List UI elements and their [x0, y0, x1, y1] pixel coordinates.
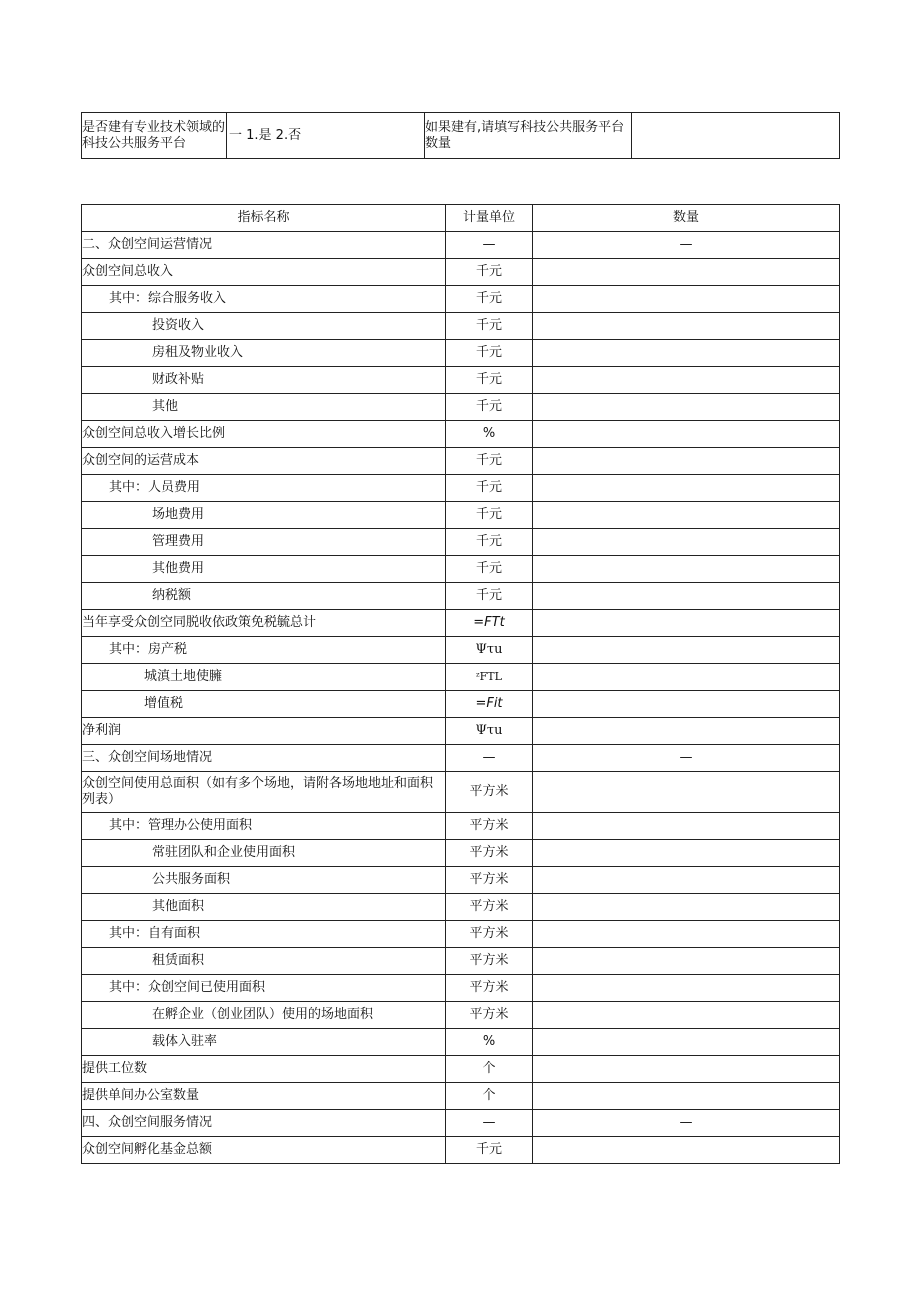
row-unit: Ψτu — [446, 718, 533, 745]
row-value: — — [533, 745, 840, 772]
row-name: 纳税额 — [82, 583, 446, 610]
row-value-input[interactable] — [533, 813, 840, 840]
row-name: 提供工位数 — [82, 1056, 446, 1083]
row-unit: Ψτu — [446, 637, 533, 664]
row-unit: 千元 — [446, 286, 533, 313]
row-value-input[interactable] — [533, 637, 840, 664]
row-unit: 个 — [446, 1083, 533, 1110]
section-row — [82, 232, 840, 259]
row-value-input[interactable] — [533, 367, 840, 394]
row-value-input[interactable] — [533, 1029, 840, 1056]
row-value-input[interactable] — [533, 921, 840, 948]
table-header-row — [82, 205, 840, 232]
row-value-input[interactable] — [533, 394, 840, 421]
row-unit: =FTt — [446, 610, 533, 637]
table-row — [82, 1056, 840, 1083]
row-unit: 千元 — [446, 502, 533, 529]
row-unit: 个 — [446, 1056, 533, 1083]
row-value-input[interactable] — [533, 664, 840, 691]
row-name: 三、众创空间场地情况 — [82, 745, 446, 772]
section-row — [82, 1110, 840, 1137]
row-unit: 平方米 — [446, 772, 533, 813]
row-unit: 千元 — [446, 583, 533, 610]
row-unit: ᶻFTL — [446, 664, 533, 691]
row-value-input[interactable] — [533, 529, 840, 556]
row-name: 其中：众创空间已使用面积 — [82, 975, 446, 1002]
row-value-input[interactable] — [533, 975, 840, 1002]
table-row — [82, 840, 840, 867]
row-unit: 千元 — [446, 556, 533, 583]
row-name: 其中：自有面积 — [82, 921, 446, 948]
row-name: 增值税 — [82, 691, 446, 718]
row-value-input[interactable] — [533, 867, 840, 894]
row-unit: 平方米 — [446, 867, 533, 894]
table-row — [82, 1002, 840, 1029]
row-value-input[interactable] — [533, 1083, 840, 1110]
row-unit: 千元 — [446, 340, 533, 367]
table-row — [82, 1137, 840, 1164]
row-name: 众创空间的运营成本 — [82, 448, 446, 475]
table-row — [82, 529, 840, 556]
row-value-input[interactable] — [533, 948, 840, 975]
row-value-input[interactable] — [533, 840, 840, 867]
table-row — [82, 664, 840, 691]
row-name: 载体入驻率 — [82, 1029, 446, 1056]
row-name: 房租及物业收入 — [82, 340, 446, 367]
row-value-input[interactable] — [533, 772, 840, 813]
row-unit: 平方米 — [446, 840, 533, 867]
table-row — [82, 975, 840, 1002]
row-unit: % — [446, 421, 533, 448]
row-value-input[interactable] — [533, 691, 840, 718]
row-value-input[interactable] — [533, 286, 840, 313]
header-indicator-name: 指标名称 — [82, 205, 446, 232]
row-value-input[interactable] — [533, 1137, 840, 1164]
row-name: 众创空间孵化基金总额 — [82, 1137, 446, 1164]
row-name: 场地费用 — [82, 502, 446, 529]
row-name: 租赁面积 — [82, 948, 446, 975]
row-value-input[interactable] — [533, 313, 840, 340]
row-unit: 平方米 — [446, 813, 533, 840]
table-row — [82, 286, 840, 313]
row-unit: — — [446, 1110, 533, 1137]
table-row — [82, 637, 840, 664]
row-unit: =Fit — [446, 691, 533, 718]
platform-info-table — [81, 112, 840, 159]
row-value: — — [533, 1110, 840, 1137]
table-row — [82, 583, 840, 610]
row-unit: 千元 — [446, 529, 533, 556]
row-name: 二、众创空间运营情况 — [82, 232, 446, 259]
row-name: 其中：综合服务收入 — [82, 286, 446, 313]
row-unit: 平方米 — [446, 975, 533, 1002]
table-row — [82, 718, 840, 745]
row-name: 四、众创空间服务情况 — [82, 1110, 446, 1137]
row-value-input[interactable] — [533, 1002, 840, 1029]
table-row — [82, 421, 840, 448]
platform-count-label: 如果建有,请填写科技公共服务平台数量 — [425, 113, 632, 159]
row-name: 其他 — [82, 394, 446, 421]
table-row — [82, 394, 840, 421]
table-row — [82, 1083, 840, 1110]
row-name: 众创空间总收入增长比例 — [82, 421, 446, 448]
platform-yes-no-field[interactable]: 一 1.是 2.否 — [227, 113, 425, 159]
row-unit: 千元 — [446, 448, 533, 475]
row-unit: 平方米 — [446, 921, 533, 948]
row-unit: 千元 — [446, 367, 533, 394]
row-unit: % — [446, 1029, 533, 1056]
row-name: 投资收入 — [82, 313, 446, 340]
row-unit: 平方米 — [446, 894, 533, 921]
table-row — [82, 556, 840, 583]
table-row — [82, 867, 840, 894]
row-value-input[interactable] — [533, 448, 840, 475]
row-name: 其中：人员费用 — [82, 475, 446, 502]
row-value-input[interactable] — [533, 502, 840, 529]
header-quantity: 数量 — [533, 205, 840, 232]
table-row — [82, 448, 840, 475]
row-value-input[interactable] — [533, 583, 840, 610]
row-name: 财政补贴 — [82, 367, 446, 394]
row-name: 众创空间总收入 — [82, 259, 446, 286]
row-value-input[interactable] — [533, 1056, 840, 1083]
indicator-table — [81, 204, 840, 1164]
row-value-input[interactable] — [533, 718, 840, 745]
row-unit: — — [446, 745, 533, 772]
table-row — [82, 502, 840, 529]
table-row — [82, 367, 840, 394]
row-unit: 千元 — [446, 313, 533, 340]
table-row — [82, 1029, 840, 1056]
row-unit: — — [446, 232, 533, 259]
row-name: 常驻团队和企业使用面积 — [82, 840, 446, 867]
section-row — [82, 745, 840, 772]
table-row — [82, 610, 840, 637]
row-unit: 千元 — [446, 1137, 533, 1164]
platform-info-row — [82, 113, 840, 159]
table-row — [82, 921, 840, 948]
row-name: 其他面积 — [82, 894, 446, 921]
row-unit: 千元 — [446, 475, 533, 502]
row-unit: 平方米 — [446, 1002, 533, 1029]
row-unit: 千元 — [446, 259, 533, 286]
table-row — [82, 894, 840, 921]
row-unit: 平方米 — [446, 948, 533, 975]
table-row — [82, 313, 840, 340]
row-name: 其他费用 — [82, 556, 446, 583]
table-row — [82, 948, 840, 975]
row-unit: 千元 — [446, 394, 533, 421]
table-row — [82, 772, 840, 813]
row-value-input[interactable] — [533, 340, 840, 367]
row-name: 管理费用 — [82, 529, 446, 556]
table-row — [82, 259, 840, 286]
row-name: 其中：房产税 — [82, 637, 446, 664]
row-name: 众创空间使用总面积（如有多个场地，请附各场地地址和面积列表） — [82, 772, 446, 813]
table-row — [82, 691, 840, 718]
platform-question-label: 是否建有专业技术领域的科技公共服务平台 — [82, 113, 227, 159]
row-value-input[interactable] — [533, 610, 840, 637]
row-name: 在孵企业（创业团队）使用的场地面积 — [82, 1002, 446, 1029]
table-row — [82, 475, 840, 502]
row-value-input[interactable] — [533, 259, 840, 286]
row-value-input[interactable] — [533, 475, 840, 502]
row-value: — — [533, 232, 840, 259]
row-name: 公共服务面积 — [82, 867, 446, 894]
row-value-input[interactable] — [533, 421, 840, 448]
row-value-input[interactable] — [533, 556, 840, 583]
row-name: 当年享受众创空同脱收依政策免税毓总计 — [82, 610, 446, 637]
platform-count-field[interactable] — [632, 113, 840, 159]
row-name: 提供单间办公室数量 — [82, 1083, 446, 1110]
row-name: 净利润 — [82, 718, 446, 745]
row-name: 其中：管理办公使用面积 — [82, 813, 446, 840]
table-row — [82, 340, 840, 367]
table-row — [82, 813, 840, 840]
header-unit: 计量单位 — [446, 205, 533, 232]
row-value-input[interactable] — [533, 894, 840, 921]
row-name: 城滇土地使臃 — [82, 664, 446, 691]
